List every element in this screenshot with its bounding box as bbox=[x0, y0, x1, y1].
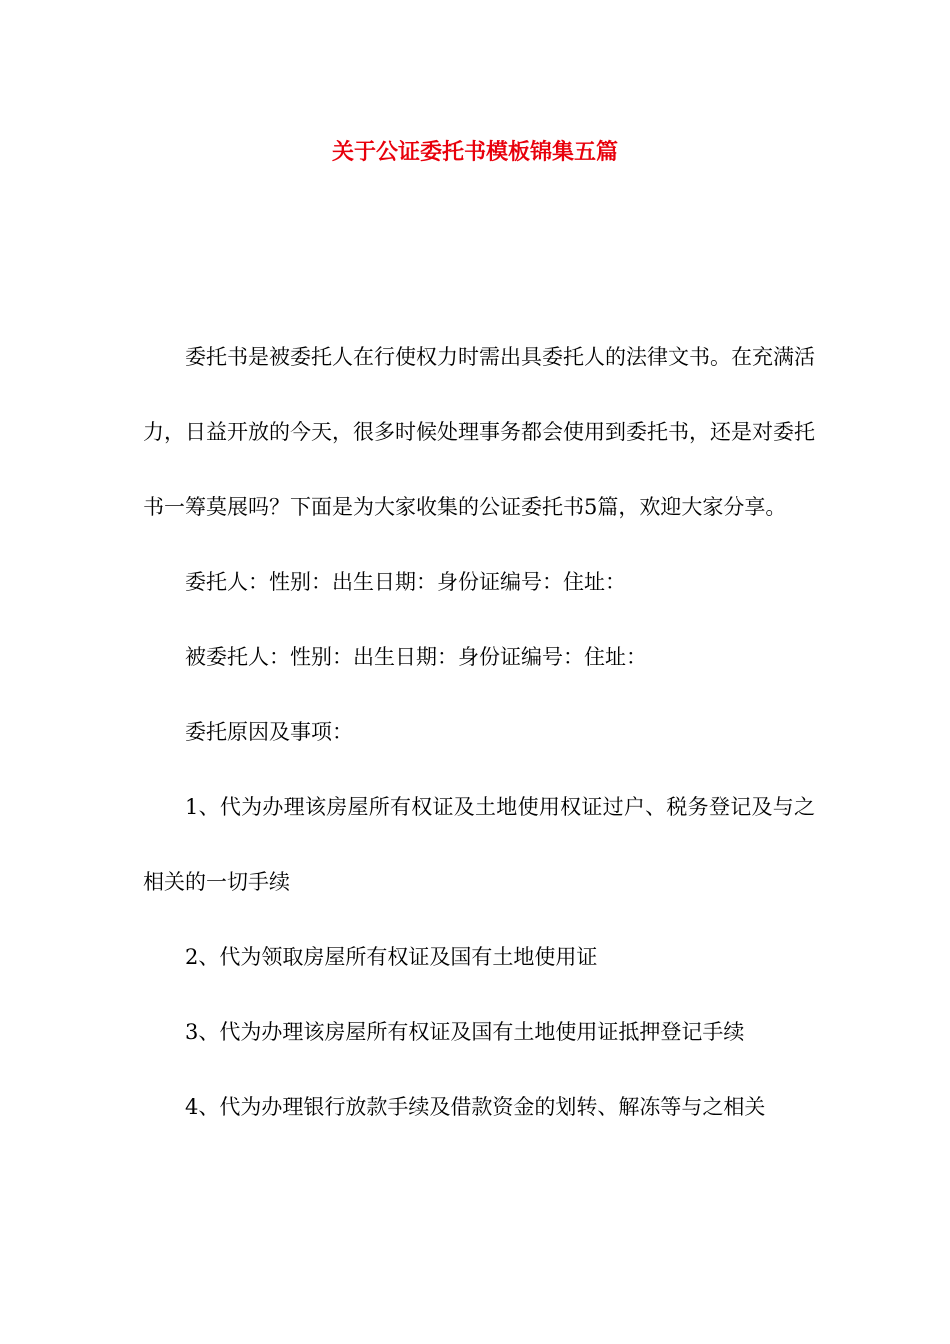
document-body bbox=[143, 320, 815, 1145]
entrust-reason-heading: 委托原因及事项： bbox=[185, 720, 353, 744]
document-title: 关于公证委托书模板锦集五篇 bbox=[331, 140, 618, 165]
principal-info-line: 委托人：性别：出生日期：身份证编号：住址： bbox=[185, 570, 626, 594]
entrust-item-3: 3、代为办理该房屋所有权证及国有土地使用证抵押登记手续 bbox=[185, 1020, 745, 1044]
entrust-item-4: 4、代为办理银行放款手续及借款资金的划转、解冻等与之相关 bbox=[185, 1095, 766, 1119]
entrust-item-1: 1、代为办理该房屋所有权证及土地使用权证过户、税务登记及与之相关的一切手续 bbox=[143, 795, 815, 894]
intro-paragraph: 委托书是被委托人在行使权力时需出具委托人的法律文书。在充满活力，日益开放的今天，很多时候处理事务都会使用到委托书，还是对委托书一筹莫展吗？下面是为大家收集的公证委托书5篇，欢迎大家分享。 bbox=[143, 345, 815, 519]
entrust-item-2: 2、代为领取房屋所有权证及国有土地使用证 bbox=[185, 945, 598, 969]
agent-info-line: 被委托人：性别：出生日期：身份证编号：住址： bbox=[185, 645, 647, 669]
